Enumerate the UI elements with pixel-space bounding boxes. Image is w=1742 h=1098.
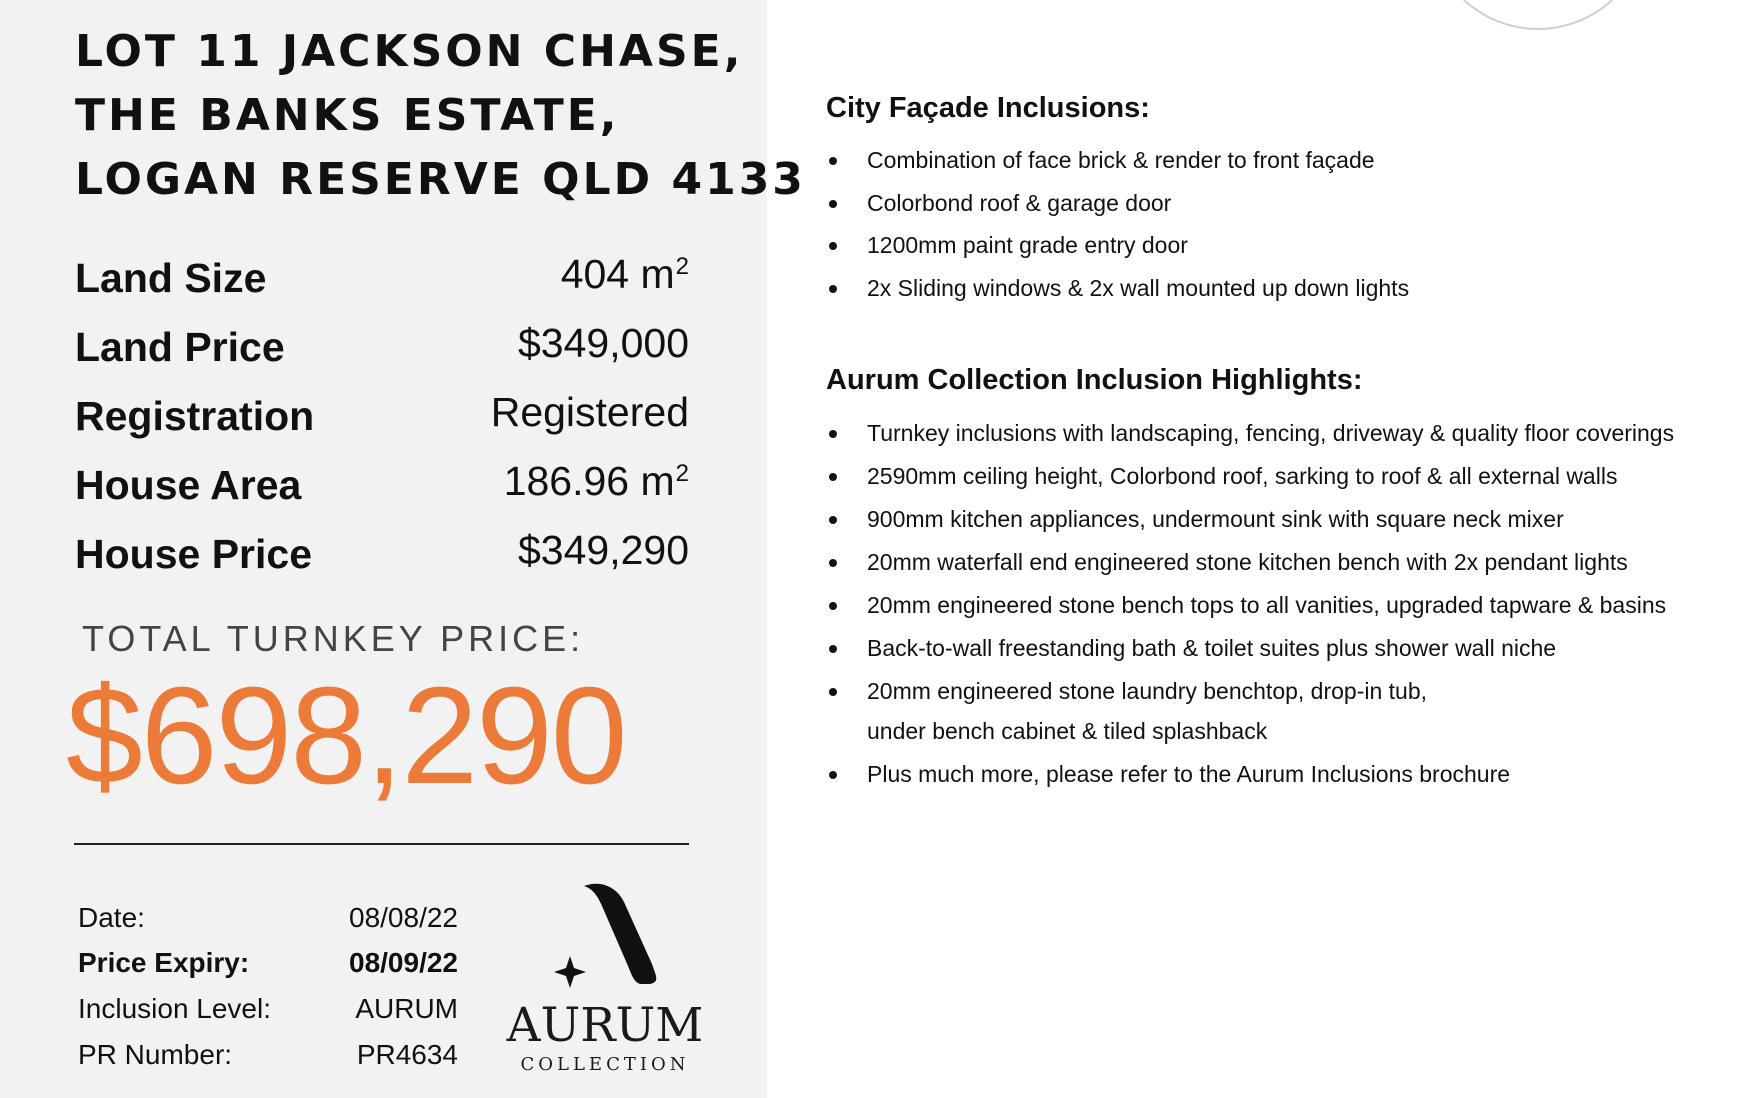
property-address bbox=[75, 20, 806, 212]
list-item: Colorbond roof & garage door bbox=[826, 183, 1409, 223]
meta-key: Inclusion Level: bbox=[78, 993, 272, 1024]
meta-value: 08/08/22 bbox=[349, 902, 458, 933]
list-item: Plus much more, please refer to the Aurum Inclusions brochure bbox=[826, 754, 1674, 794]
facade-inclusions-title: City Façade Inclusions: bbox=[826, 92, 1150, 124]
list-item: 2590mm ceiling height, Colorbond roof, sarking to roof & all external walls bbox=[826, 456, 1674, 496]
total-turnkey-label: TOTAL TURNKEY PRICE: bbox=[82, 618, 585, 659]
address-line-3: LOGAN RESERVE QLD 4133 bbox=[75, 154, 806, 205]
spec-label: Land Price bbox=[75, 324, 285, 370]
total-turnkey-price: $698,290 bbox=[66, 659, 626, 813]
list-item: 2x Sliding windows & 2x wall mounted up down lights bbox=[826, 268, 1409, 308]
spec-land-size bbox=[75, 242, 689, 302]
meta-inclusion-level bbox=[78, 993, 458, 1029]
spec-label: House Price bbox=[75, 531, 312, 577]
spec-value: $349,290 bbox=[517, 527, 689, 573]
list-item-line-1: 20mm engineered stone laundry benchtop, drop-in tub, bbox=[867, 678, 1428, 704]
list-item: 20mm engineered stone bench tops to all vanities, upgraded tapware & basins bbox=[826, 585, 1674, 625]
list-item: Combination of face brick & render to front façade bbox=[826, 140, 1409, 180]
logo-subtitle: COLLECTION bbox=[520, 1054, 690, 1075]
meta-date bbox=[78, 902, 458, 938]
spec-value: 404 $m^2$ bbox=[560, 251, 689, 297]
decorative-circle bbox=[1428, 0, 1648, 30]
list-item: 900mm kitchen appliances, undermount sink with square neck mixer bbox=[826, 499, 1674, 539]
aurum-collection-logo bbox=[500, 876, 710, 1076]
list-item bbox=[826, 671, 1674, 751]
spec-value: 186.96 $m^2$ bbox=[503, 458, 689, 504]
spec-land-price bbox=[75, 311, 689, 371]
spec-house-area bbox=[75, 449, 689, 509]
meta-value: AURUM bbox=[355, 993, 458, 1024]
spec-label: Registration bbox=[75, 393, 315, 439]
spec-value: Registered bbox=[490, 389, 689, 435]
aurum-highlights-title: Aurum Collection Inclusion Highlights: bbox=[826, 364, 1363, 396]
meta-pr-number bbox=[78, 1039, 458, 1075]
aurum-a-star-icon bbox=[500, 876, 710, 1001]
list-item-line-2: under bench cabinet & tiled splashback bbox=[867, 718, 1268, 744]
divider bbox=[74, 843, 689, 845]
meta-price-expiry bbox=[78, 947, 458, 983]
address-line-1: LOT 11 JACKSON CHASE, bbox=[75, 26, 744, 77]
list-item: Turnkey inclusions with landscaping, fencing, driveway & quality floor coverings bbox=[826, 413, 1674, 453]
list-item: Back-to-wall freestanding bath & toilet suites plus shower wall niche bbox=[826, 628, 1674, 668]
facade-inclusions-list bbox=[826, 140, 1409, 308]
address-line-2: THE BANKS ESTATE, bbox=[75, 90, 620, 141]
spec-house-price bbox=[75, 518, 689, 578]
unit-superscript: 2 bbox=[675, 460, 689, 487]
spec-label: Land Size bbox=[75, 255, 267, 301]
list-item: 1200mm paint grade entry door bbox=[826, 225, 1409, 265]
logo-wordmark: AURUM bbox=[506, 998, 704, 1053]
meta-key: PR Number: bbox=[78, 1039, 233, 1070]
meta-key: Price Expiry: bbox=[78, 947, 250, 978]
meta-value: PR4634 bbox=[356, 1039, 458, 1070]
spec-registration bbox=[75, 380, 689, 440]
spec-label: House Area bbox=[75, 462, 302, 508]
meta-value: 08/09/22 bbox=[349, 947, 458, 978]
left-panel bbox=[0, 0, 806, 1098]
aurum-highlights-list bbox=[826, 413, 1674, 794]
list-item: 20mm waterfall end engineered stone kitchen bench with 2x pendant lights bbox=[826, 542, 1674, 582]
meta-key: Date: bbox=[78, 902, 145, 933]
unit-superscript: 2 bbox=[675, 253, 689, 280]
spec-value: $349,000 bbox=[517, 320, 689, 366]
